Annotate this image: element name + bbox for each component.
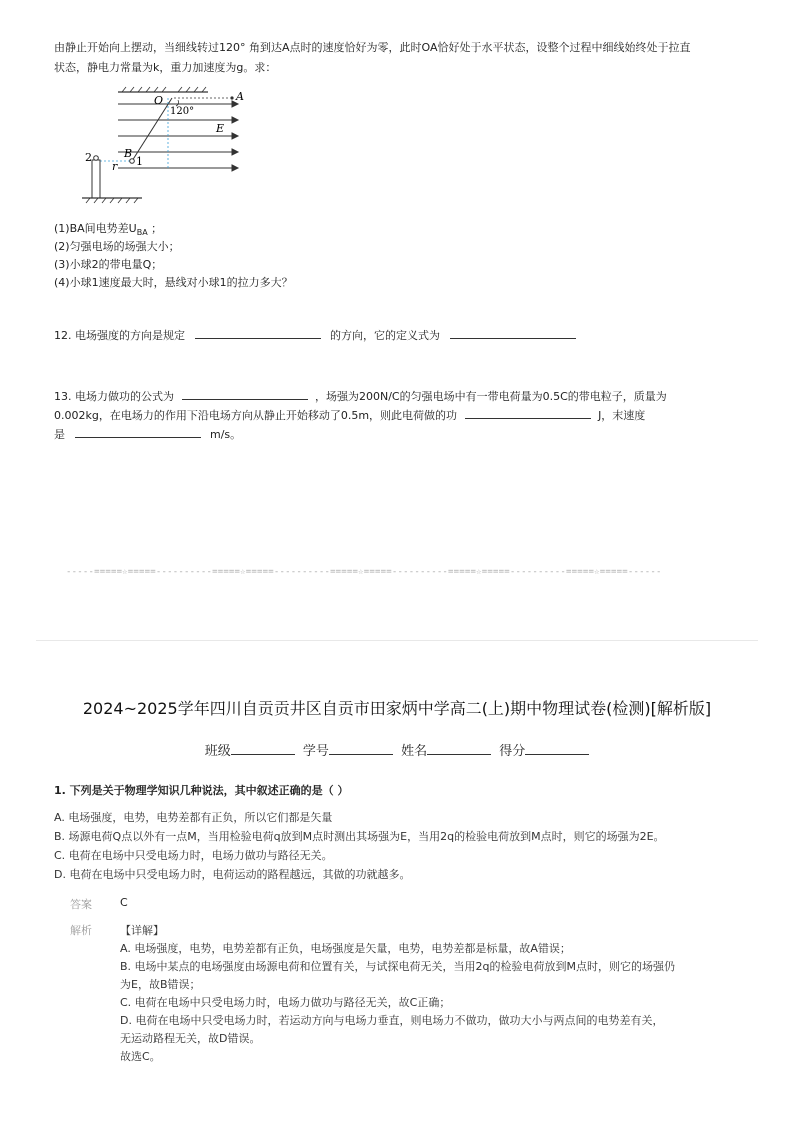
intro-line-1: 由静止开始向上摆动，当细线转过120° 角到达A点时的速度恰好为零，此时OA恰好处于水平状态，设整个过程中细线始终处于拉直 (54, 41, 691, 54)
label-o: O (154, 94, 164, 107)
analysis-line-5: C. 电荷在电场中只受电场力时，电场力做功与路径无关，故C正确； (120, 996, 451, 1009)
analysis-label: 解析 (70, 924, 92, 937)
id-blank[interactable] (329, 742, 393, 755)
q13-blank-3[interactable] (75, 425, 201, 438)
question-1-stem: 1. 下列是关于物理学知识几种说法，其中叙述正确的是（ ） (54, 784, 349, 797)
q13-part6: m/s。 (210, 428, 242, 441)
name-blank[interactable] (427, 742, 491, 755)
q13-part4: J，末速度 (598, 409, 646, 422)
analysis-line-2: A. 电场强度，电势，电势差都有正负，电场强度是矢量，电势，电势差都是标量，故A错误； (120, 942, 571, 955)
exam-title: 2024~2025学年四川自贡贡井区自贡市田家炳中学高二(上)期中物理试卷(检测)[解析版] (82, 699, 712, 718)
label-r: r (112, 160, 118, 173)
q13-blank-1[interactable] (182, 387, 308, 400)
label-2: 2 (85, 151, 92, 164)
option-d: D. 电荷在电场中只受电场力时，电荷运动的路程越远，其做的功就越多。 (54, 868, 411, 881)
label-angle: 120° (170, 106, 195, 117)
id-label: 学号 (302, 744, 329, 759)
q13-part5: 是 (54, 428, 65, 441)
intro-text (54, 38, 744, 78)
class-blank[interactable] (231, 742, 295, 755)
label-1: 1 (136, 155, 143, 168)
analysis-line-3: B. 电场中某点的电场强度由场源电荷和位置有关，与试探电荷无关，当用2q的检验电荷放到M点时，则它的场强仍 (120, 960, 676, 973)
subquestion-3: (3)小球2的带电量Q； (54, 258, 163, 271)
field-diagram (82, 84, 254, 210)
class-label: 班级 (204, 744, 231, 759)
analysis-line-4: 为E，故B错误； (120, 978, 201, 991)
subquestion-1-sub: BA (136, 228, 148, 238)
q13-part2: ，场强为200N/C的匀强电场中有一带电荷量为0.5C的带电粒子，质量为 (315, 390, 667, 403)
physics-figure (82, 84, 254, 210)
label-b: B (124, 147, 133, 160)
analysis-line-8: 故选C。 (120, 1050, 161, 1063)
question-12 (54, 326, 754, 343)
analysis-line-7: 无运动路程无关，故D错误。 (120, 1032, 261, 1045)
analysis-line-6: D. 电荷在电场中只受电场力时，若运动方向与电场力垂直，则电场力不做功，做功大小与两点间的电势差有关， (120, 1014, 664, 1027)
q13-blank-2[interactable] (465, 406, 591, 419)
subquestion-2: (2)匀强电场的场强大小； (54, 240, 180, 253)
answer-label: 答案 (70, 898, 92, 911)
q13-part3: 0.002kg，在电场力的作用下沿电场方向从静止开始移动了0.5m，则此电荷做的功 (54, 409, 458, 422)
subquestion-1-text: (1)BA间电势差U (54, 222, 137, 235)
intro-line-2: 状态，静电力常量为k，重力加速度为g。求： (54, 61, 277, 74)
subquestion-1 (54, 220, 454, 237)
option-a: A. 电场强度，电势，电势差都有正负，所以它们都是矢量 (54, 811, 333, 824)
q13-part1: 13. 电场力做功的公式为 (54, 390, 174, 403)
subquestion-1-suffix: ； (147, 222, 163, 235)
q12-blank-1[interactable] (195, 326, 321, 339)
option-c: C. 电荷在电场中只受电场力时，电场力做功与路径无关。 (54, 849, 333, 862)
page-separator (36, 640, 758, 641)
student-info-line (0, 740, 794, 759)
star-divider: -----=====☆=====----------=====☆=====----------=====☆=====----------=====☆=====----------=====☆=====------ (66, 567, 662, 577)
score-label: 得分 (499, 744, 526, 759)
q12-blank-2[interactable] (450, 326, 576, 339)
name-label: 姓名 (401, 744, 428, 759)
analysis-line-1: 【详解】 (120, 924, 164, 937)
subquestion-4: (4)小球1速度最大时，悬线对小球1的拉力多大？ (54, 276, 293, 289)
option-b: B. 场源电荷Q点以外有一点M，当用检验电荷q放到M点时测出其场强为E，当用2q的检验电荷放到M点时，则它的场强为2E。 (54, 830, 665, 843)
label-e: E (216, 122, 225, 135)
q12-part1: 12. 电场强度的方向是规定 (54, 329, 185, 342)
question-13 (54, 387, 754, 444)
answer-value: C (120, 896, 128, 909)
score-blank[interactable] (525, 742, 589, 755)
q12-part2: 的方向，它的定义式为 (330, 329, 440, 342)
label-a: A (236, 90, 244, 103)
